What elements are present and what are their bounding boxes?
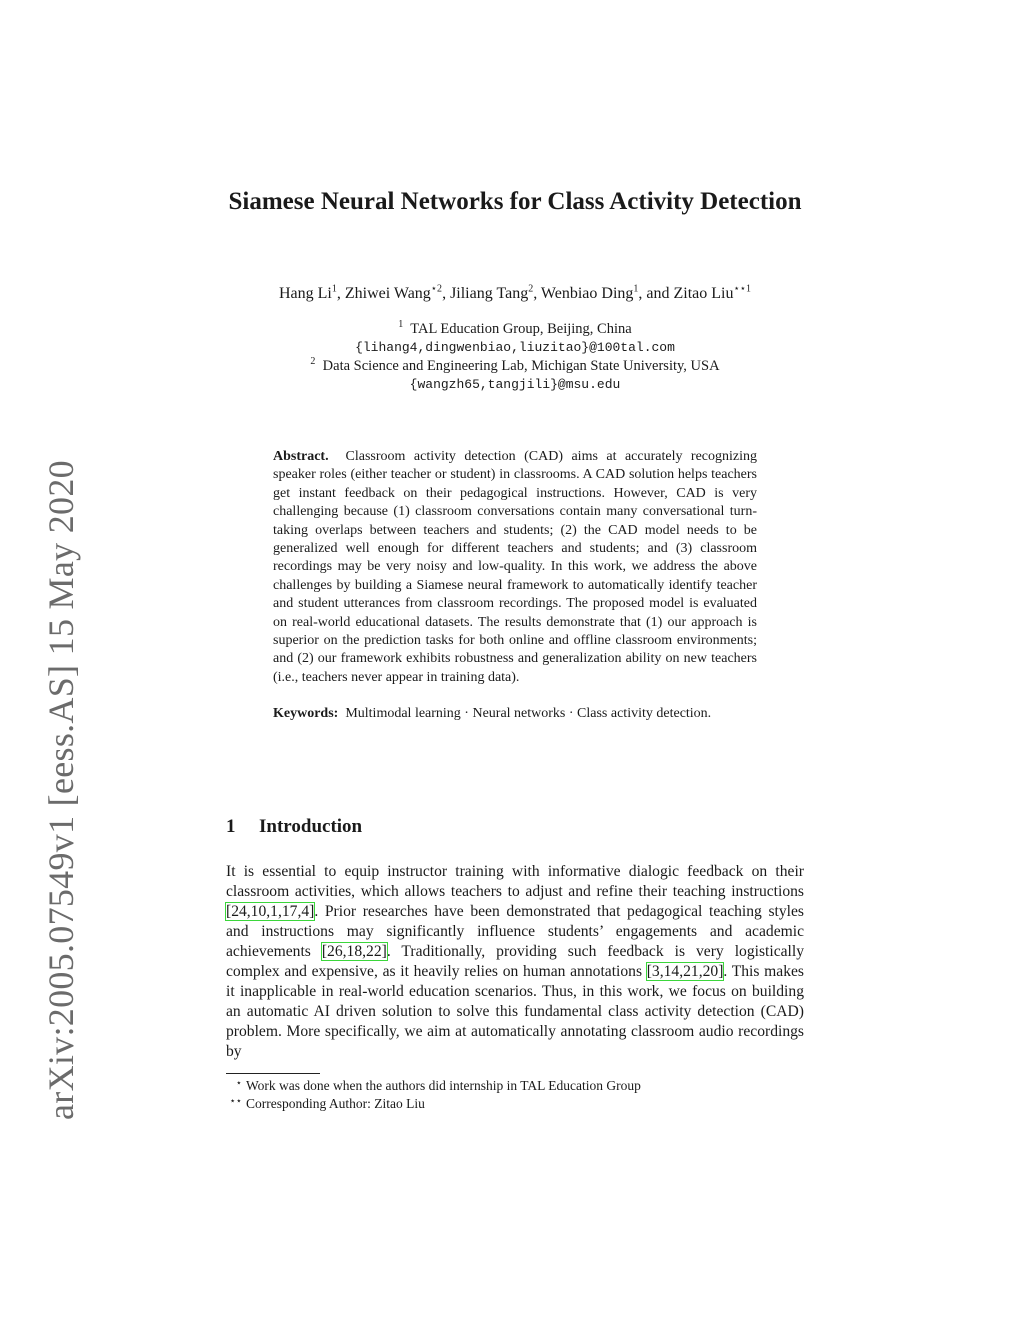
citation-link[interactable]: [26,18,22] [321, 943, 387, 960]
author-mark: 2 [528, 283, 534, 295]
affiliation-2 [200, 357, 830, 376]
author-list [150, 284, 880, 304]
section-number: 1 [226, 816, 236, 837]
abstract-text: Classroom activity detection (CAD) aims at accurately recognizing speaker roles (either teacher or student) in classrooms. A CAD solution helps teachers get instant feedback on their pedagogical instructions. However, CAD is very challenging because (1) classroom conversations contain many conversational turn-taking overlaps between teachers and students; (2) the CAD model needs to be generalized well enough for different teachers and students; and (3) classroom recordings may be very noisy and low-quality. In this work, we address the above challenges by building a Siamese neural framework to automatically identify teacher and student utterances from classroom recordings. The proposed model is evaluated on real-world educational datasets. The results demonstrate that (1) our approach is superior on the prediction tasks for both online and offline classroom environments; and (2) our framework exhibits robustness and generalization ability on new teachers (i.e., teachers never appear in training data). [273, 449, 757, 685]
footnote [226, 1077, 826, 1095]
affiliation-mark: 1 [398, 319, 404, 331]
affiliation-1 [200, 320, 830, 339]
affiliation-emails: {wangzh65,tangjili}@msu.edu [409, 376, 621, 392]
footnote-rule [226, 1073, 320, 1074]
author-separator: , [336, 285, 345, 302]
paper-title: Siamese Neural Networks for Class Activity Detection [228, 188, 802, 215]
author-separator: , [533, 285, 541, 302]
affiliation-mark: 2 [310, 356, 316, 368]
author-mark: ⋆2 [430, 283, 443, 295]
author: Zitao Liu [673, 285, 734, 302]
affiliation-name: Data Science and Engineering Lab, Michigan State University, USA [322, 358, 720, 374]
footnotes [226, 1077, 826, 1113]
affiliation-emails: {lihang4,dingwenbiao,liuzitao}@100tal.com [355, 339, 675, 355]
abstract [273, 448, 757, 724]
footnote-mark: ⋆ [235, 1078, 242, 1089]
intro-text: . This makes it inapplicable in real-world education scenarios. Thus, in this work, we focus on building an automatic AI driven solution to solve this fundamental class activity detection (CAD) problem. More specifically, we aim at automatically annotating classroom audio recordings by [226, 963, 804, 1060]
author: Jiliang Tang [450, 285, 529, 302]
author: Zhiwei Wang [344, 285, 431, 302]
footnote-mark: ⋆⋆ [229, 1096, 242, 1107]
author-separator: , [442, 285, 451, 302]
author: Wenbiao Ding [540, 285, 634, 302]
citation-link[interactable]: [24,10,1,17,4] [226, 903, 315, 920]
author-mark: 1 [633, 283, 639, 295]
citation-link[interactable]: [3,14,21,20] [646, 963, 724, 980]
section-title: Introduction [259, 816, 363, 837]
footnote [226, 1095, 826, 1113]
footnote-text: Corresponding Author: Zitao Liu [246, 1096, 425, 1111]
author: Hang Li [278, 285, 332, 302]
intro-text: . Prior researches have been demonstrated that pedagogical teaching styles and instructions may significantly influence students’ engagements and academic achievements [226, 903, 804, 960]
affiliations [200, 320, 830, 394]
arxiv-identifier: arXiv:2005.07549v1 [eess.AS] 15 May 2020 [41, 460, 81, 1120]
intro-text: It is essential to equip instructor training with informative dialogic feedback on their classroom activities, which allows teachers to adjust and refine their teaching instructions [226, 863, 804, 900]
intro-text: . Traditionally, providing such feedback is very logistically complex and expensive, as it heavily relies on human annotations [226, 943, 804, 980]
author-separator: , and [638, 285, 674, 302]
keywords-text: Multimodal learning · Neural networks · Class activity detection. [345, 706, 712, 722]
author-mark: 1 [331, 283, 337, 295]
footnote-text: Work was done when the authors did internship in TAL Education Group [246, 1078, 641, 1093]
abstract-label: Abstract. [273, 449, 329, 464]
section-heading [226, 816, 362, 838]
keywords-label: Keywords: [273, 706, 339, 722]
affiliation-name: TAL Education Group, Beijing, China [410, 321, 632, 337]
author-mark: ⋆⋆1 [733, 283, 752, 295]
introduction-paragraph [226, 862, 804, 1062]
